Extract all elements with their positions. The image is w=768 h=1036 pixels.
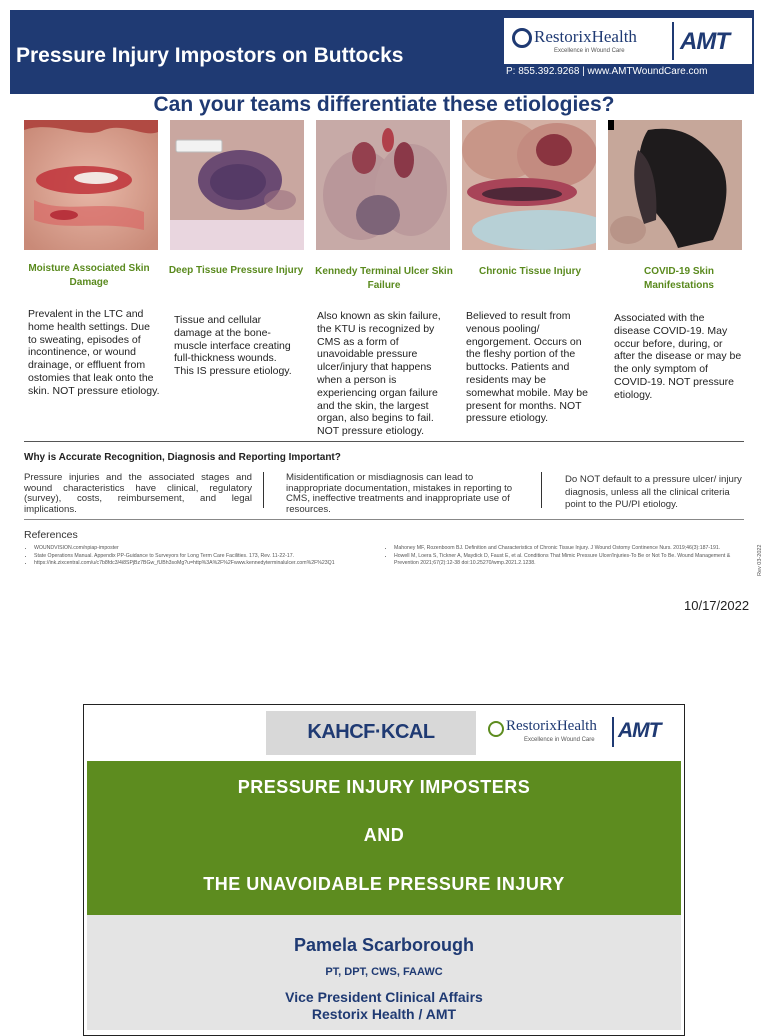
restorix-logo-text: RestorixHealth bbox=[534, 27, 637, 46]
divider bbox=[24, 441, 744, 442]
document-date: 10/17/2022 bbox=[684, 598, 750, 613]
logo-divider bbox=[672, 22, 674, 60]
reference-item: • Howell M, Loera S, Tickner A, Maydick D, Faust E, et al. Conditions That Mimic Pressure Ulcer/Injuries-To Be or Not To Be. Wound Management & Prevention 2021;67(2):12-38 doi:10.25270/wmp.2021.2.1238. bbox=[394, 553, 744, 568]
logo-divider bbox=[612, 717, 614, 747]
reference-item: • WOUNDVISION.com/npiap-imposter bbox=[34, 545, 389, 553]
label-moisture-skin-damage: Moisture Associated Skin Damage bbox=[28, 263, 150, 288]
revision-text: Rev 03-2022 bbox=[757, 544, 763, 576]
desc-moisture-skin-damage: Prevalent in the LTC and home health settings. Due to sweating, episodes of incontinence, or wound drainage, or effluent from ostomies that leak onto the skin. NOT pressure etiology. bbox=[28, 308, 160, 397]
kahcf-kcal-text: KAHCF·KCAL bbox=[307, 721, 435, 743]
why-separator bbox=[263, 472, 264, 508]
page-title: Pressure Injury Impostors on Buttocks bbox=[16, 44, 404, 67]
label-chronic-tissue-injury: Chronic Tissue Injury bbox=[478, 266, 582, 277]
photo-kennedy-terminal-ulcer bbox=[316, 120, 450, 250]
desc-deep-tissue-injury: Tissue and cellular damage at the bone-muscle interface creating full-thickness wounds. This IS pressure etiology. bbox=[174, 314, 292, 378]
subtitle: Can your teams differentiate these etiologies? bbox=[153, 93, 615, 116]
references-right bbox=[384, 545, 744, 568]
label-covid-skin-manifestations: COVID-19 Skin Manifestations bbox=[643, 266, 715, 291]
label-deep-tissue-injury: Deep Tissue Pressure Injury bbox=[168, 265, 304, 276]
references-heading: References bbox=[24, 529, 78, 541]
restorix-logo-icon bbox=[488, 721, 504, 737]
reference-item: • https://ink.zixcentral.com/u/c7b8fdc3/4i8SPjBz7BGw_fUBh3soMg?u=http%3A%2F%2Fwww.kennedyterminalulcer.com%2F%23Q1 bbox=[34, 560, 389, 568]
why-col-misdiagnosis: Misidentification or misdiagnosis can lead to inappropriate documentation, mistakes in reporting to CMS, ineffective treatments and inappropriate use of resources. bbox=[286, 472, 513, 515]
desc-covid-skin-manifestations: Associated with the disease COVID-19. May occur before, during, or after the disease or may be the only symptom of COVID-19. NOT pressure etiology. bbox=[614, 312, 742, 401]
logo-panel bbox=[504, 18, 752, 64]
amt-logo: AMT bbox=[618, 719, 661, 742]
amt-logo: AMT bbox=[680, 28, 729, 55]
slide-title-line2: AND bbox=[363, 825, 405, 845]
presenter-credentials: PT, DPT, CWS, FAAWC bbox=[325, 966, 443, 978]
photo-chronic-tissue-injury bbox=[462, 120, 596, 250]
reference-item: • State Operations Manual. Appendix PP-Guidance to Surveyors for Long Term Care Facilities. 173, Rev. 11-22-17. bbox=[34, 553, 389, 561]
label-kennedy-terminal-ulcer: Kennedy Terminal Ulcer Skin Failure bbox=[315, 266, 453, 291]
references-left bbox=[24, 545, 389, 568]
kahcf-kcal-logo bbox=[266, 711, 476, 755]
why-col-default: Do NOT default to a pressure ulcer/ injury diagnosis, unless all the clinical criteria point to the PU/PI etiology. bbox=[565, 474, 742, 510]
why-separator bbox=[541, 472, 542, 508]
presenter-role: Vice President Clinical Affairs bbox=[285, 989, 483, 1005]
contact-info: P: 855.392.9268 | www.AMTWoundCare.com bbox=[506, 66, 708, 77]
presenter-organization: Restorix Health / AMT bbox=[311, 1006, 457, 1022]
photo-deep-tissue-injury bbox=[170, 120, 304, 250]
reference-item: • Mahoney MF, Rozenboom BJ. Definition and Characteristics of Chronic Tissue Injury. J Wound Ostomy Continence Nurs. 2019;46(3):187-191. bbox=[394, 545, 744, 553]
divider bbox=[24, 519, 744, 520]
slide-logo-panel bbox=[486, 715, 676, 751]
slide-title-line3: THE UNAVOIDABLE PRESSURE INJURY bbox=[203, 874, 565, 894]
slide-presenter-band bbox=[87, 915, 681, 1030]
restorix-tagline: Excellence in Wound Care bbox=[554, 48, 625, 54]
presenter-name: Pamela Scarborough bbox=[293, 935, 475, 955]
photo-moisture-skin-damage bbox=[24, 120, 158, 250]
header-banner bbox=[10, 10, 754, 94]
why-heading: Why is Accurate Recognition, Diagnosis and Reporting Important? bbox=[24, 452, 341, 463]
restorix-logo-icon bbox=[512, 28, 532, 48]
slide-title-band bbox=[87, 761, 681, 915]
restorix-tagline: Excellence in Wound Care bbox=[524, 737, 595, 743]
why-col-clinical: Pressure injuries and the associated stages and wound characteristics have clinical, regulatory (survey), costs, reimbursement, and legal implications. bbox=[24, 472, 252, 515]
desc-chronic-tissue-injury: Believed to result from venous pooling/ engorgement. Occurs on the fleshy portion of the buttocks. Patients and residents may be somewhat mobile. May be present for months. NOT pressure etiology. bbox=[466, 310, 588, 425]
slide-title-line1: PRESSURE INJURY IMPOSTERS bbox=[237, 777, 531, 797]
revision-label bbox=[752, 530, 764, 578]
restorix-logo-text: RestorixHealth bbox=[506, 718, 597, 734]
photo-covid-skin-manifestations bbox=[608, 120, 742, 250]
desc-kennedy-terminal-ulcer: Also known as skin failure, the KTU is recognized by CMS as a form of unavoidable pressure ulcer/injury that happens when a person is experiencing organ failure and the skin, the largest organ, also begins to fail. NOT pressure etiology. bbox=[317, 310, 441, 438]
